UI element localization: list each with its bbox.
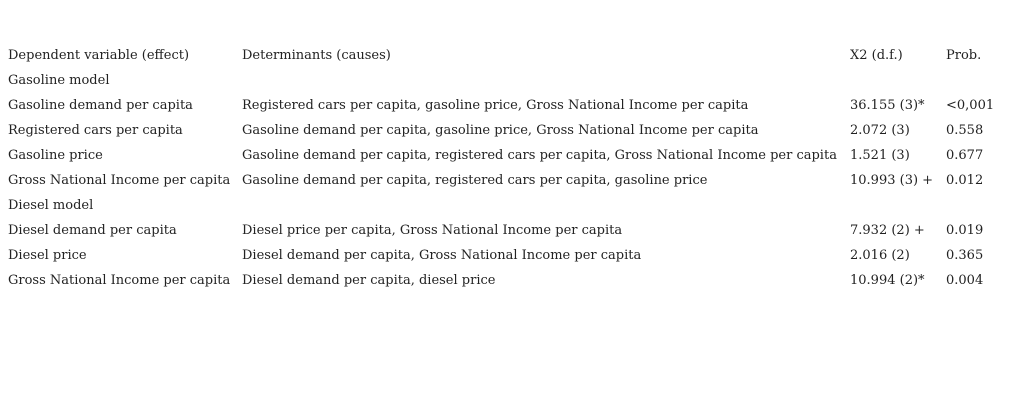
section-title: Gasoline model <box>8 73 110 88</box>
dependent-cell: Diesel demand per capita <box>8 223 177 238</box>
header-prob: Prob. <box>946 48 982 63</box>
chi2-cell: 2.072 (3) <box>850 123 910 138</box>
section-title: Diesel model <box>8 198 94 213</box>
determinants-cell: Gasoline demand per capita, gasoline price, Gross National Income per capita <box>242 123 759 138</box>
prob-cell: <0,001 <box>946 98 995 113</box>
prob-cell: 0.365 <box>946 248 984 263</box>
section-title-diesel <box>8 193 1003 218</box>
chi2-cell: 10.993 (3) + <box>850 173 934 188</box>
determinants-cell: Registered cars per capita, gasoline price, Gross National Income per capita <box>242 98 749 113</box>
chi2-cell: 2.016 (2) <box>850 248 910 263</box>
table-row <box>8 118 1003 143</box>
header-determinants: Determinants (causes) <box>242 48 391 63</box>
table-row <box>8 268 1003 293</box>
dependent-cell: Gross National Income per capita <box>8 273 231 288</box>
prob-cell: 0.004 <box>946 273 984 288</box>
chi2-cell: 7.932 (2) + <box>850 223 925 238</box>
determinants-cell: Diesel demand per capita, Gross National Income per capita <box>242 248 642 263</box>
table-row <box>8 93 1003 118</box>
prob-cell: 0.677 <box>946 148 984 163</box>
dependent-cell: Diesel price <box>8 248 87 263</box>
table-header-row <box>8 43 1003 68</box>
table-row <box>8 143 1003 168</box>
prob-cell: 0.558 <box>946 123 984 138</box>
chi2-cell: 1.521 (3) <box>850 148 910 163</box>
prob-cell: 0.019 <box>946 223 984 238</box>
table-row <box>8 168 1003 193</box>
section-title-gasoline <box>8 68 1003 93</box>
table-row <box>8 243 1003 268</box>
dependent-cell: Gasoline price <box>8 148 103 163</box>
chi2-cell: 36.155 (3)* <box>850 98 925 113</box>
chi2-cell: 10.994 (2)* <box>850 273 925 288</box>
dependent-cell: Gasoline demand per capita <box>8 98 193 113</box>
determinants-cell: Gasoline demand per capita, registered cars per capita, gasoline price <box>242 173 708 188</box>
determinants-cell: Gasoline demand per capita, registered cars per capita, Gross National Income per capita <box>242 148 837 163</box>
prob-cell: 0.012 <box>946 173 984 188</box>
determinants-cell: Diesel demand per capita, diesel price <box>242 273 496 288</box>
header-chi2: X2 (d.f.) <box>850 48 903 63</box>
dependent-cell: Registered cars per capita <box>8 123 183 138</box>
causality-table <box>8 43 1003 293</box>
dependent-cell: Gross National Income per capita <box>8 173 231 188</box>
table-row <box>8 218 1003 243</box>
header-dependent: Dependent variable (effect) <box>8 48 190 63</box>
determinants-cell: Diesel price per capita, Gross National Income per capita <box>242 223 623 238</box>
